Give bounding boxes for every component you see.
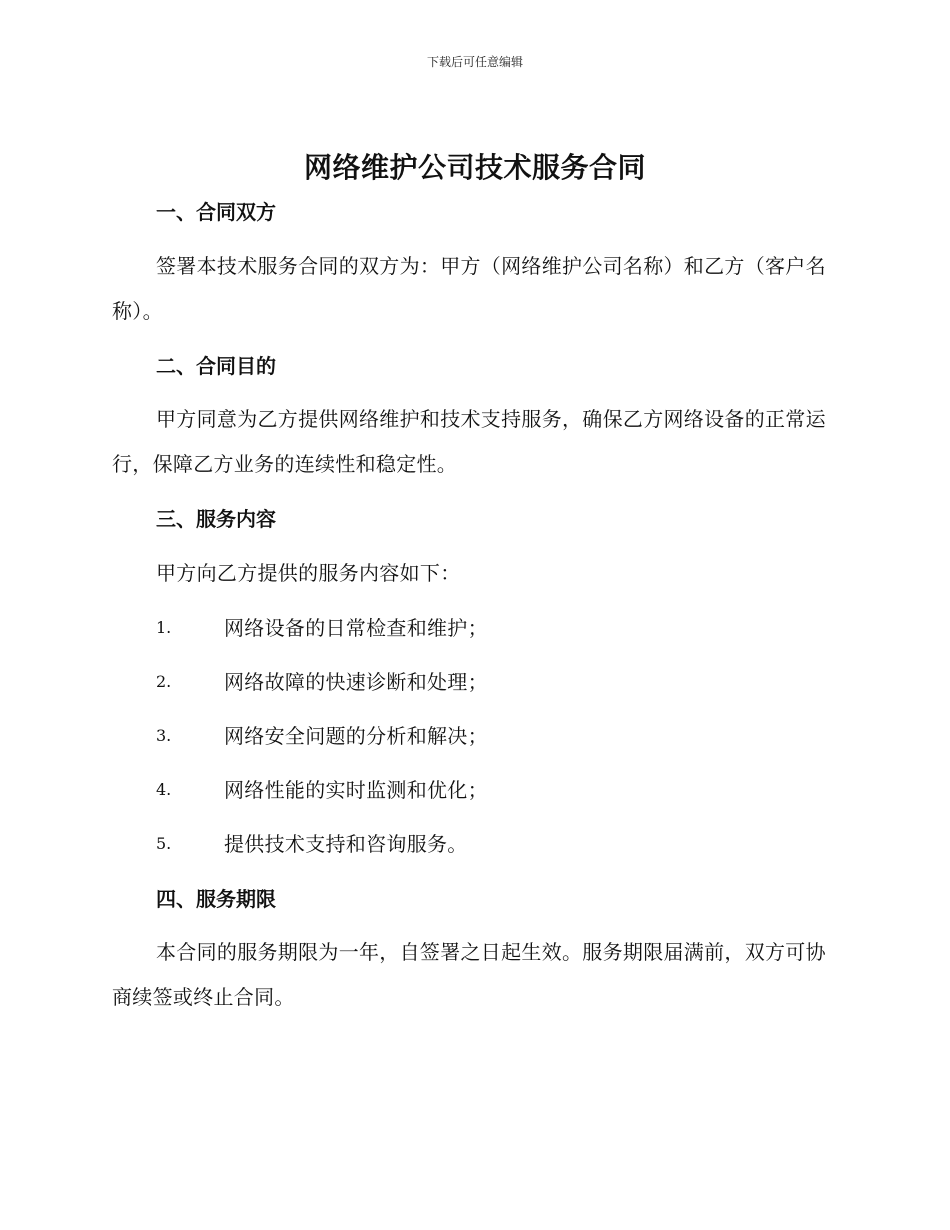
list-item: [156, 668, 488, 696]
section-heading-term: 四、服务期限: [156, 887, 276, 911]
section-heading-parties: 一、合同双方: [156, 200, 276, 224]
list-item-text: 网络故障的快速诊断和处理；: [224, 670, 488, 694]
list-item: [156, 722, 488, 750]
list-item-number: 3.: [156, 726, 172, 745]
list-item-number: 5.: [156, 834, 172, 853]
section-paragraph-purpose: 甲方同意为乙方提供网络维护和技术支持服务，确保乙方网络设备的正常运行，保障乙方业务的连续性和稳定性。: [112, 407, 826, 476]
list-item-text: 提供技术支持和咨询服务。: [224, 832, 468, 856]
list-item: [156, 830, 468, 858]
list-item-number: 4.: [156, 780, 172, 799]
section-paragraph-parties: 签署本技术服务合同的双方为：甲方（网络维护公司名称）和乙方（客户名称）。: [112, 254, 826, 323]
section-paragraph-term: 本合同的服务期限为一年，自签署之日起生效。服务期限届满前，双方可协商续签或终止合同。: [112, 940, 826, 1009]
list-item: [156, 776, 488, 804]
list-item-text: 网络性能的实时监测和优化；: [224, 778, 488, 802]
list-item-number: 2.: [156, 672, 172, 691]
list-item-number: 1.: [156, 618, 172, 637]
document-title: 网络维护公司技术服务合同: [303, 151, 646, 184]
list-item-text: 网络安全问题的分析和解决；: [224, 724, 488, 748]
header-note: 下载后可任意编辑: [426, 55, 523, 69]
list-item: [156, 614, 488, 642]
section-heading-services: 三、服务内容: [156, 507, 276, 531]
list-item-text: 网络设备的日常检查和维护；: [224, 616, 488, 640]
services-intro: 甲方向乙方提供的服务内容如下：: [156, 561, 461, 585]
section-heading-purpose: 二、合同目的: [156, 354, 276, 378]
